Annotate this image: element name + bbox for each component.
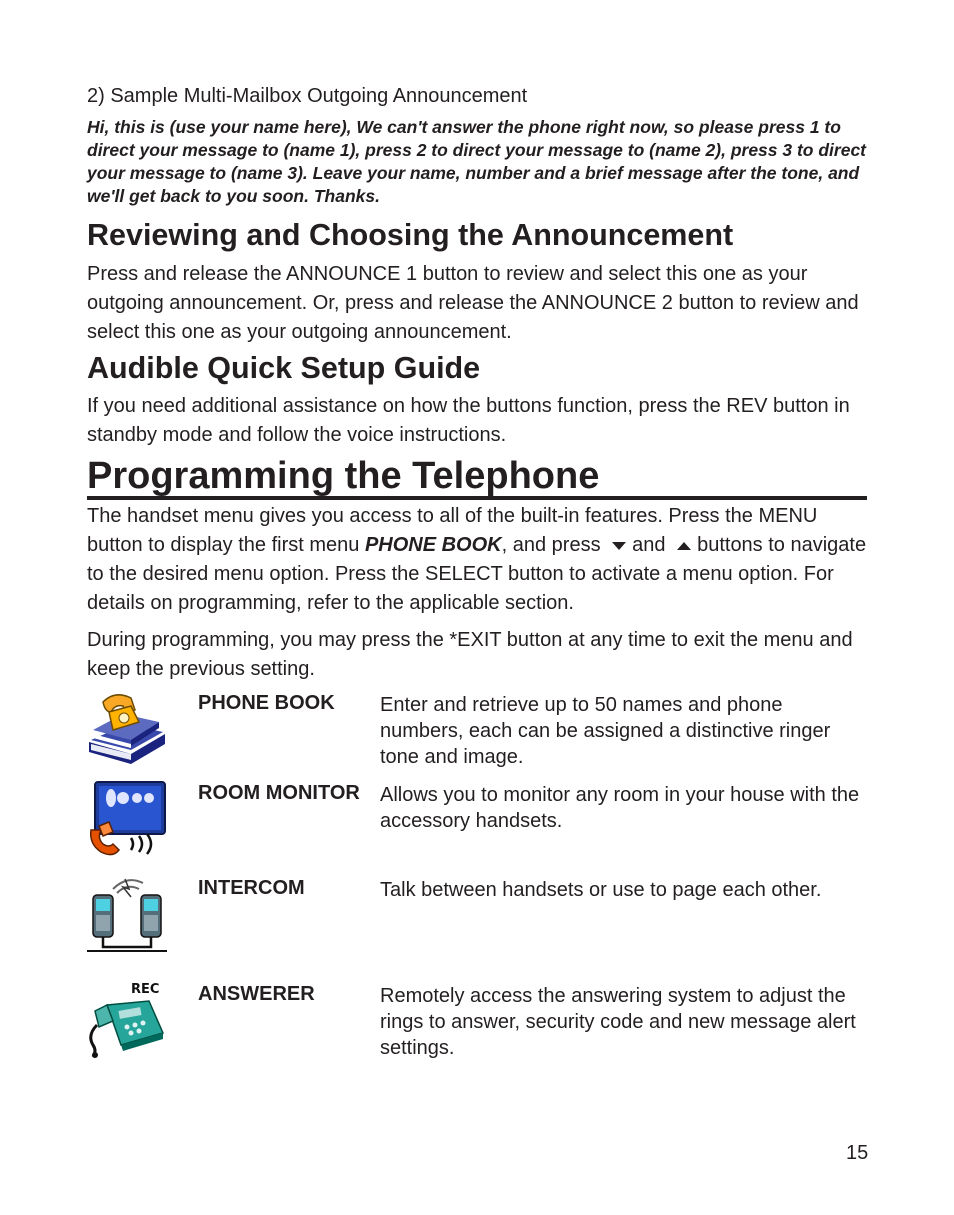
answerer-icon [87, 981, 167, 1061]
programming-heading: Programming the Telephone [87, 456, 867, 500]
page-number: 15 [846, 1142, 869, 1164]
programming-text-a: The handset menu gives you access to all of the built-in features. Press the MENU button to display the first menu [87, 505, 818, 556]
reviewing-text: Press and release the ANNOUNCE 1 button to review and select this one as your outgoing announcement. Or, press and release the ANNOUNCE 2 button to review and select this one as your outgoing announcement. [87, 263, 859, 343]
feature-name: ROOM MONITOR [198, 782, 360, 804]
feature-description: Allows you to monitor any room in your house with the accessory handsets. [380, 784, 860, 832]
programming-text-and: and [632, 534, 666, 556]
programming-paragraph-1 [87, 502, 877, 618]
audible-heading: Audible Quick Setup Guide [87, 351, 481, 385]
intercom-icon [87, 875, 167, 955]
feature-name: INTERCOM [198, 877, 305, 899]
feature-name: ANSWERER [198, 983, 315, 1005]
feature-description: Remotely access the answering system to adjust the rings to answer, security code and new message alert settings. [380, 985, 856, 1059]
feature-description: Talk between handsets or use to page each other. [380, 879, 822, 901]
rec-label: REC [131, 982, 160, 997]
programming-paragraph-2: During programming, you may press the *EXIT button at any time to exit the menu and keep the previous setting. [87, 629, 853, 680]
sample-announcement-text: Hi, this is (use your name here), We can't answer the phone right now, so please press 1 to direct your message to (name 1), press 2 to direct your message to (name 2), press 3 to direct your message to (name 3). Leave your name, number and a brief message after the tone, and we'll get back to you soon. Thanks. [87, 117, 867, 206]
phone-book-menu-label: PHONE BOOK [364, 534, 502, 556]
feature-description: Enter and retrieve up to 50 names and phone numbers, each can be assigned a distinctive ringer tone and image. [380, 694, 831, 768]
up-arrow-icon [677, 542, 691, 550]
phone-book-icon [87, 690, 167, 770]
programming-text-c: buttons to navigate to the desired menu option. Press the SELECT button to activate a menu option. For details on programming, refer to the applicable section. [87, 534, 867, 614]
room-monitor-icon [87, 780, 167, 860]
feature-name: PHONE BOOK [198, 692, 335, 714]
audible-text: If you need additional assistance on how the buttons function, press the REV button in standby mode and follow the voice instructions. [87, 395, 850, 446]
down-arrow-icon [612, 542, 626, 550]
reviewing-heading: Reviewing and Choosing the Announcement [87, 218, 734, 252]
sample-heading: 2) Sample Multi-Mailbox Outgoing Announcement [87, 85, 528, 107]
programming-text-b: , and press [501, 534, 601, 556]
